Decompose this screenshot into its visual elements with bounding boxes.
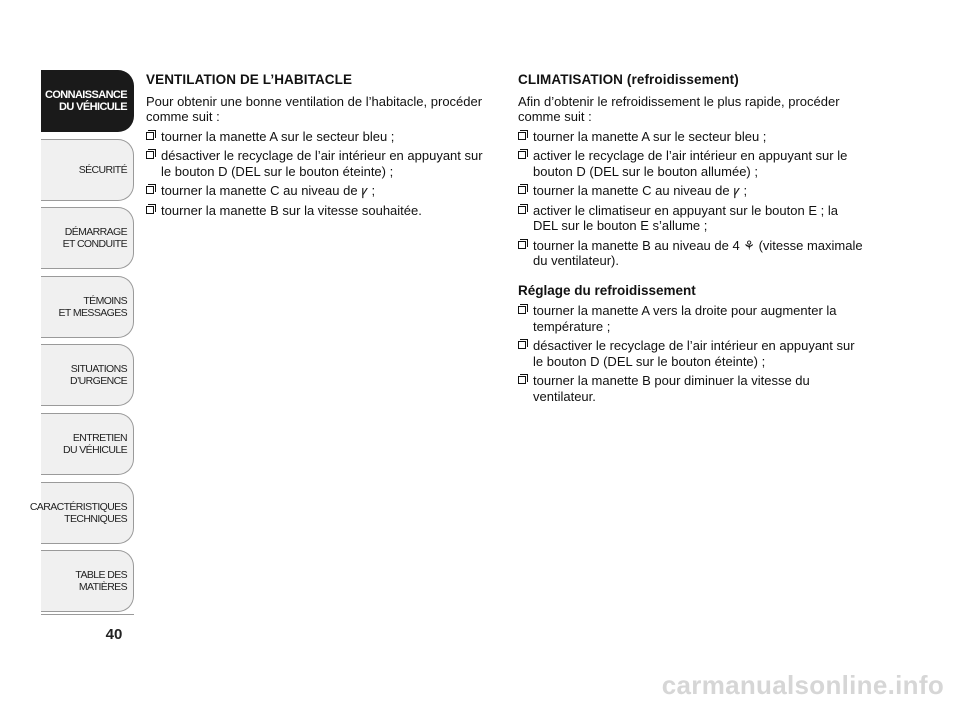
section-intro: Pour obtenir une bonne ventilation de l’habitacle, procéder comme suit :: [146, 93, 483, 124]
steps-list: [146, 129, 496, 219]
tab-label-line: CARACTÉRISTIQUES: [29, 500, 127, 513]
tab-label-line: ET MESSAGES: [58, 306, 127, 319]
page-number: 40: [105, 626, 123, 643]
tab-label-line: SÉCURITÉ: [78, 163, 127, 176]
list-item: tourner la manette C au niveau de ꝩ ;: [518, 183, 863, 199]
list-item: tourner la manette B pour diminuer la vitesse du ventilateur.: [518, 373, 863, 404]
tab-entretien-du-vehicule[interactable]: [41, 413, 134, 475]
list-item: désactiver le recyclage de l’air intérieur en appuyant sur le bouton D (DEL sur le bouton éteinte) ;: [146, 148, 496, 179]
list-item: activer le recyclage de l’air intérieur en appuyant sur le bouton D (DEL sur le bouton allumée) ;: [518, 148, 863, 179]
tab-label-line: SITUATIONS: [70, 363, 127, 376]
tab-label-line: D’URGENCE: [69, 375, 127, 388]
tab-label-line: TÉMOINS: [83, 294, 127, 307]
tab-label-line: DU VÉHICULE: [59, 101, 127, 113]
list-item: tourner la manette A vers la droite pour augmenter la température ;: [518, 303, 863, 334]
tab-connaissance-du-vehicule[interactable]: [41, 70, 134, 132]
tab-temoins-et-messages[interactable]: [41, 276, 134, 338]
steps-list: [518, 129, 863, 269]
list-item: activer le climatiseur en appuyant sur le bouton E ; la DEL sur le bouton E s’allume ;: [518, 203, 863, 234]
tab-demarrage-et-conduite[interactable]: [41, 207, 134, 269]
tab-label-line: TABLE DES: [75, 569, 127, 582]
section-intro: Afin d’obtenir le refroidissement le plus rapide, procéder comme suit :: [518, 93, 840, 124]
tab-table-des-matieres[interactable]: [41, 550, 134, 612]
list-item: tourner la manette B au niveau de 4 ⚘ (vitesse maximale du ventilateur).: [518, 238, 863, 269]
tab-label-line: DÉMARRAGE: [64, 226, 127, 239]
list-item: désactiver le recyclage de l’air intérieur en appuyant sur le bouton D (DEL sur le bouton éteinte) ;: [518, 338, 863, 369]
subsection-heading: Réglage du refroidissement: [518, 282, 696, 298]
ventilation-section: [146, 72, 496, 222]
tab-label-line: MATIÈRES: [78, 581, 127, 594]
watermark: carmanualsonline.info: [661, 670, 944, 700]
tab-label-line: ENTRETIEN: [72, 431, 127, 444]
climatisation-section: [518, 72, 863, 408]
tab-label-line: TECHNIQUES: [64, 512, 127, 525]
sidebar-divider: [41, 614, 134, 615]
tab-situations-d-urgence[interactable]: [41, 344, 134, 406]
list-item: tourner la manette C au niveau de ꝩ ;: [146, 183, 496, 199]
sub-steps-list: [518, 303, 863, 404]
tab-label-line: ET CONDUITE: [62, 238, 127, 251]
list-item: tourner la manette B sur la vitesse souhaitée.: [146, 203, 496, 219]
tab-label-line: CONNAISSANCE: [44, 89, 127, 101]
tab-label-line: DU VÉHICULE: [63, 443, 127, 456]
list-item: tourner la manette A sur le secteur bleu ;: [518, 129, 863, 145]
tab-caracteristiques-techniques[interactable]: [29, 482, 134, 544]
section-heading: VENTILATION DE L’HABITACLE: [146, 72, 353, 87]
chapter-sidebar: [29, 70, 134, 618]
list-item: tourner la manette A sur le secteur bleu ;: [146, 129, 496, 145]
section-heading: CLIMATISATION (refroidissement): [518, 72, 739, 87]
tab-securite[interactable]: [41, 139, 134, 201]
